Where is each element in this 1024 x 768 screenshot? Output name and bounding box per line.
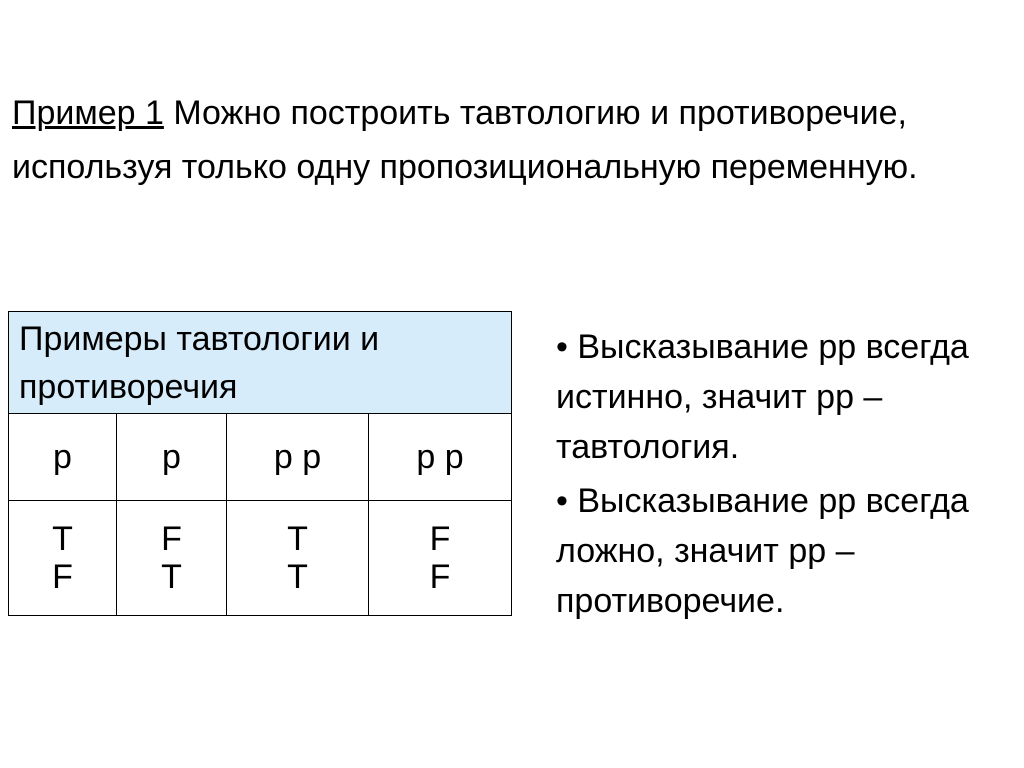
column-values xyxy=(227,501,369,616)
truth-table xyxy=(8,311,512,616)
header-not-p: p xyxy=(117,414,227,501)
column-values xyxy=(9,501,117,616)
header-p: p xyxy=(9,414,117,501)
table-cell: T xyxy=(287,520,308,558)
example-label: Пример 1 xyxy=(12,94,164,132)
column-values xyxy=(369,501,512,616)
table-cell: F xyxy=(429,558,451,596)
table-cell: F xyxy=(161,520,182,558)
header-p-and-not-p: p p xyxy=(369,414,512,501)
header-p-or-not-p: p p xyxy=(227,414,369,501)
example-paragraph xyxy=(12,86,1012,194)
bullet-contradiction: • Высказывание pp всегда ложно, значит pp – противоречие. xyxy=(556,482,969,620)
table-cell: F xyxy=(429,520,451,558)
table-cell: T xyxy=(287,558,308,596)
table-cell: T xyxy=(161,558,182,596)
bullet-list xyxy=(556,322,1016,630)
column-values xyxy=(117,501,227,616)
bullet-tautology: • Высказывание pp всегда истинно, значит pp – тавтология. xyxy=(556,328,969,466)
table-cell: T xyxy=(52,520,73,558)
example-text: Можно построить тавтологию и противоречие, используя только одну пропозициональную переменную. xyxy=(12,94,918,186)
table-cell: F xyxy=(52,558,73,596)
table-caption: Примеры тавтологии и противоречия xyxy=(9,312,512,414)
